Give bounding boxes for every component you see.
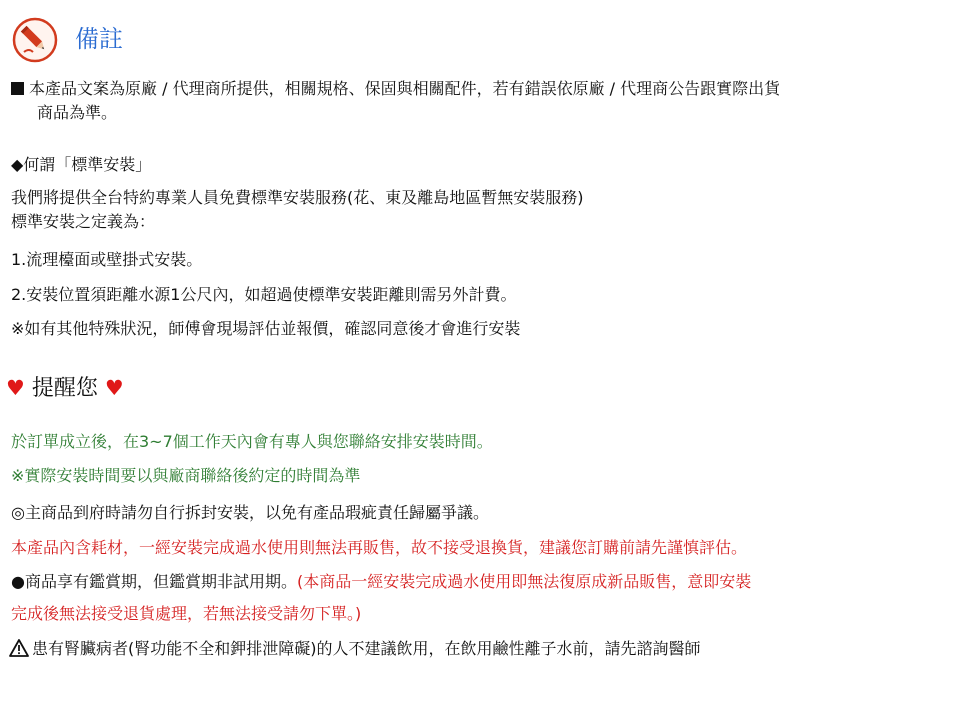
- reminder-line-5: [11, 570, 751, 594]
- disclaimer-line-1: [11, 77, 780, 101]
- reminder-title-text: 提醒您: [31, 376, 98, 401]
- reminder-line-1: 於訂單成立後，在3~7個工作天內會有專人與您聯絡安排安裝時間。: [11, 432, 493, 451]
- square-bullet-icon: [11, 82, 24, 95]
- disclaimer-text-1: 本產品文案為原廠 / 代理商所提供，相關規格、保固與相關配件，若有錯誤依原廠 / 代理商公告跟實際出貨: [29, 79, 781, 98]
- installation-intro-1: 我們將提供全台特約專業人員免費標準安裝服務(花、東及離島地區暫無安裝服務): [11, 188, 584, 207]
- disclaimer-line-2: 商品為準。: [37, 103, 118, 122]
- reminder-line-6: 完成後無法接受退貨處理，若無法接受請勿下單。): [11, 604, 362, 623]
- edit-note-icon: [11, 16, 59, 64]
- reminder-line-4: 本產品內含耗材，一經安裝完成過水使用則無法再販售，故不接受退換貨，建議您訂購前請先謹慎評估。: [11, 538, 748, 557]
- installation-intro-2: 標準安裝之定義為：: [11, 212, 156, 231]
- reminder-line-7: [9, 637, 701, 664]
- installation-heading: ◆何謂「標準安裝」: [11, 155, 152, 174]
- reminder-title: [6, 373, 124, 404]
- reminder-line-5-red: (本商品一經安裝完成過水使用即無法復原成新品販售，意即安裝: [296, 572, 752, 591]
- reminder-line-2: ※實際安裝時間要以與廠商聯絡後約定的時間為準: [11, 466, 361, 485]
- heart-icon: ♥: [6, 376, 25, 400]
- installation-item-2: 2.安裝位置須距離水源1公尺內，如超過使標準安裝距離則需另外計費。: [11, 285, 517, 304]
- notes-title: 備註: [75, 25, 123, 53]
- warning-icon: [9, 639, 29, 664]
- reminder-line-3: ◎主商品到府時請勿自行拆封安裝，以免有產品瑕疵責任歸屬爭議。: [11, 503, 489, 522]
- reminder-line-5-prefix: ●商品享有鑑賞期，但鑑賞期非試用期。: [11, 572, 297, 591]
- kidney-warning-text: 患有腎臟病者(腎功能不全和鉀排泄障礙)的人不建議飲用，在飲用鹼性離子水前，請先諮詢醫師: [32, 639, 701, 658]
- installation-special-note: ※如有其他特殊狀況，師傅會現場評估並報價，確認同意後才會進行安裝: [11, 319, 521, 338]
- installation-item-1: 1.流理檯面或壁掛式安裝。: [11, 250, 203, 269]
- heart-icon: ♥: [104, 376, 124, 400]
